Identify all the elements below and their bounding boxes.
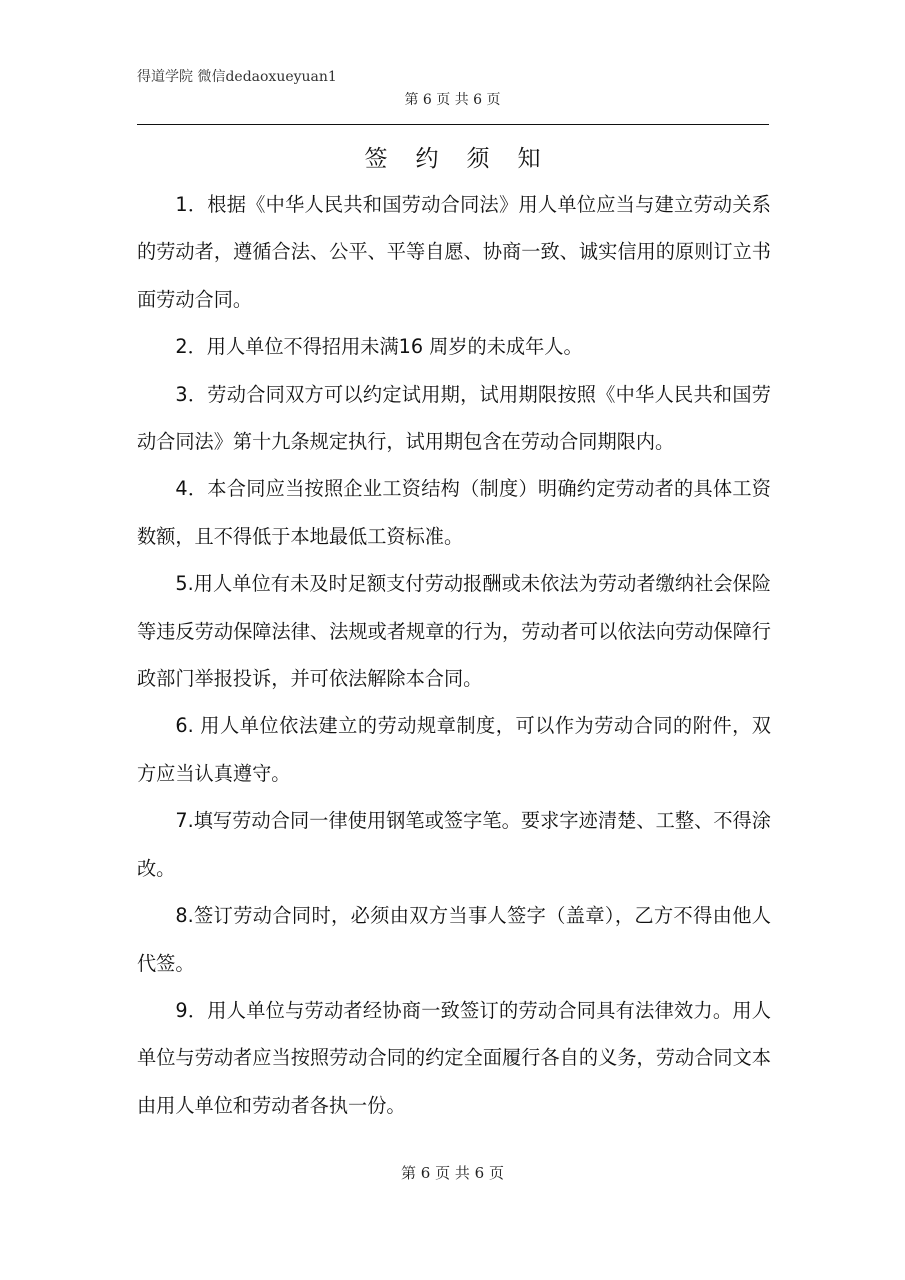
clause-4: 4．本合同应当按照企业工资结构（制度）明确约定劳动者的具体工资数额，且不得低于本地最低工资标准。 <box>137 477 771 548</box>
footer-page-number: 第 6 页 共 6 页 <box>401 1164 504 1182</box>
clause-9: 9．用人单位与劳动者经协商一致签订的劳动合同具有法律效力。用人单位与劳动者应当按照劳动合同的约定全面履行各自的义务，劳动合同文本由用人单位和劳动者各执一份。 <box>137 998 771 1117</box>
clause-1: 1．根据《中华人民共和国劳动合同法》用人单位应当与建立劳动关系的劳动者，遵循合法、公平、平等自愿、协商一致、诚实信用的原则订立书面劳动合同。 <box>137 193 771 311</box>
header-page-number: 第 6 页 共 6 页 <box>404 92 501 108</box>
header-divider <box>137 124 769 125</box>
clause-2: 2．用人单位不得招用未满16 周岁的未成年人。 <box>175 335 583 359</box>
watermark-text: 得道学院 微信dedaoxueyuan1 <box>137 69 337 85</box>
clause-8: 8.签订劳动合同时，必须由双方当事人签字（盖章），乙方不得由他人代签。 <box>137 904 771 975</box>
clause-3: 3．劳动合同双方可以约定试用期，试用期限按照《中华人民共和国劳动合同法》第十九条规定执行，试用期包含在劳动合同期限内。 <box>137 382 771 454</box>
clause-6: 6. 用人单位依法建立的劳动规章制度，可以作为劳动合同的附件，双方应当认真遵守。 <box>137 714 771 785</box>
clause-list <box>137 181 771 1129</box>
clause-7: 7.填写劳动合同一律使用钢笔或签字笔。要求字迹清楚、工整、不得涂改。 <box>137 809 771 880</box>
clause-5: 5.用人单位有未及时足额支付劳动报酬或未依法为劳动者缴纳社会保险等违反劳动保障法律、法规或者规章的行为，劳动者可以依法向劳动保障行政部门举报投诉，并可依法解除本合同。 <box>137 572 771 691</box>
document-title: 签约须知 <box>364 146 569 172</box>
